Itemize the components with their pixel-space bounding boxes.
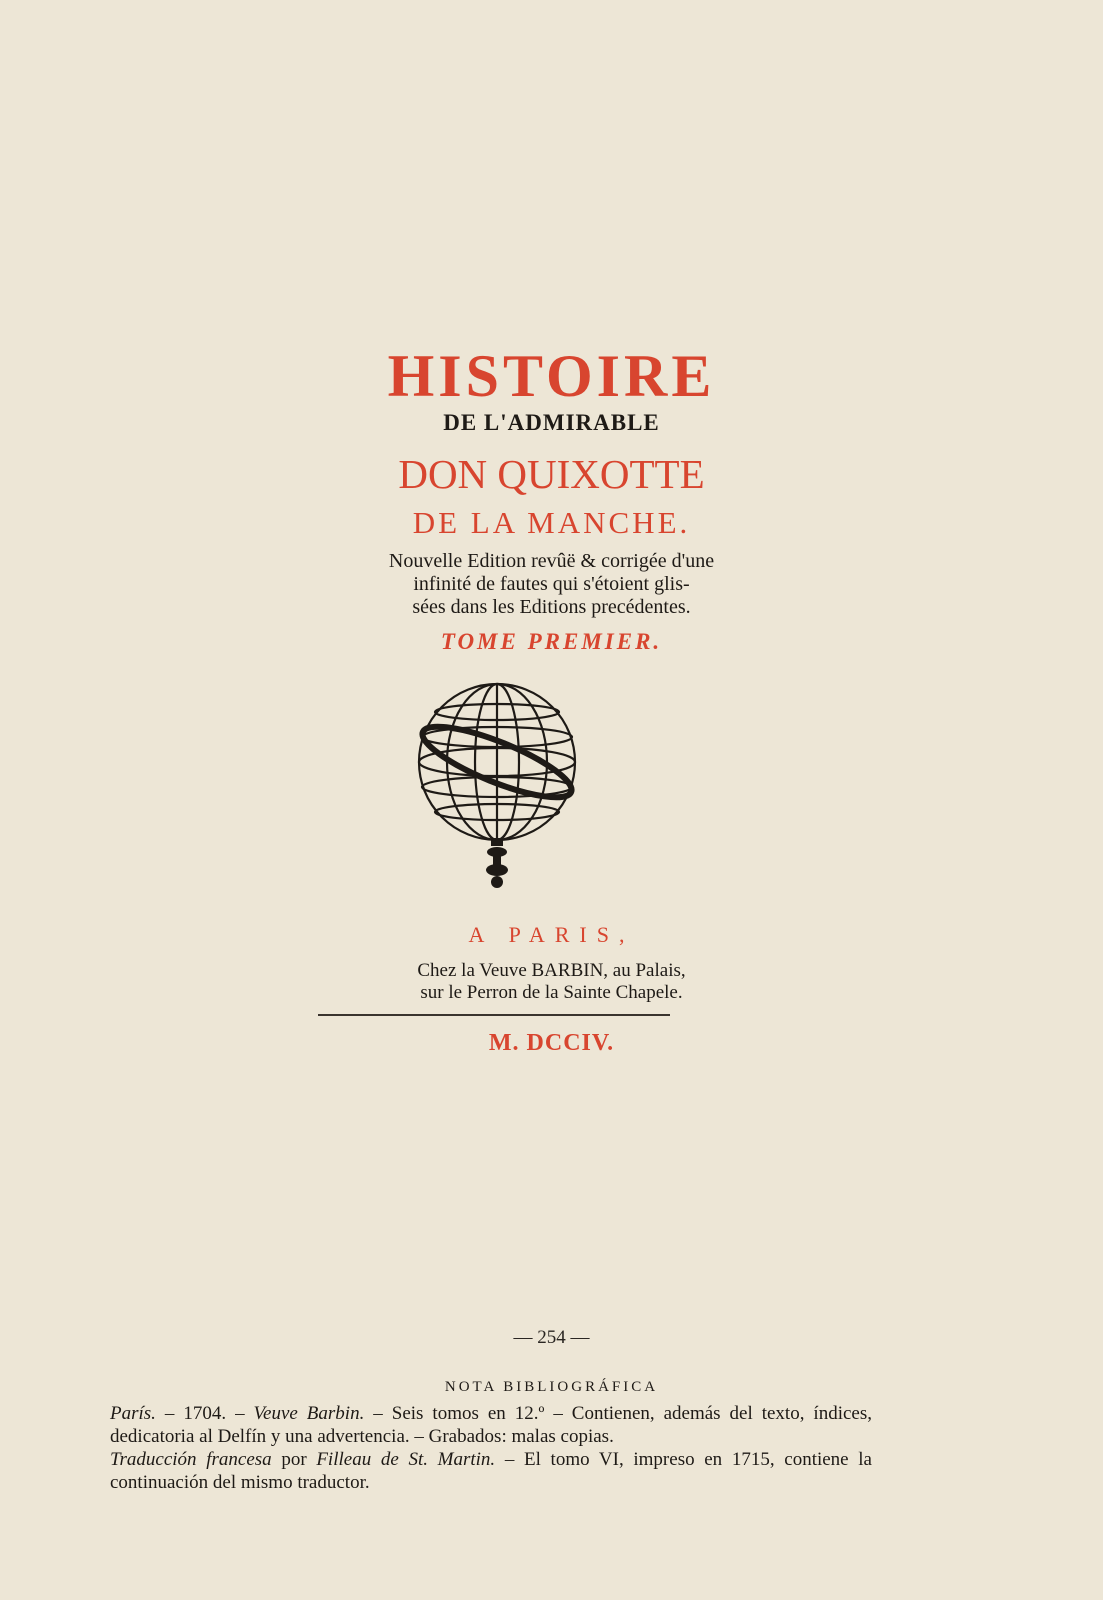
note-text: – Seis tomos en 12.º – Contienen, además del texto, índices, dedicatoria al Delfín y una advertencia. – Grabados: malas copias. [110,1403,872,1447]
note-heading: NOTA BIBLIOGRÁFICA [444,1379,659,1395]
title-histoire: HISTOIRE [387,343,716,409]
note-paragraph [110,1402,872,1448]
imprint-date: M. DCCIV. [488,1030,615,1056]
imprint-place: A PARIS, [468,922,635,947]
note-place: París. [110,1403,156,1424]
edition-note-line: Nouvelle Edition revûë & corrigée d'une [388,550,715,572]
armillary-sphere-icon [407,682,587,892]
title-de-la-manche: DE LA MANCHE. [412,505,691,540]
edition-note [0,550,1103,619]
note-translator: Filleau de St. Martin. [316,1449,496,1470]
title-admirable: DE L'ADMIRABLE [443,410,660,435]
note-publisher: Veuve Barbin. [253,1403,365,1424]
note-text: – El tomo VI, impreso en 1715, contiene la continuación del mismo traductor. [110,1449,872,1493]
bibliographic-note [110,1402,872,1494]
imprint-divider [318,1014,670,1016]
imprint-line: sur le Perron de la Sainte Chapele. [420,982,683,1003]
note-translation: Traducción francesa [110,1449,272,1470]
note-text: por [271,1449,317,1470]
note-text: – 1704. – [155,1403,254,1424]
edition-note-line: infinité de fautes qui s'étoient glis- [413,573,690,595]
title-don-quixotte: DON QUIXOTTE [398,451,705,497]
imprint-publisher [0,960,1103,1004]
page-number: — 254 — [513,1327,590,1348]
edition-note-line: sées dans les Editions precédentes. [412,596,691,618]
imprint-line: Chez la Veuve BARBIN, au Palais, [417,960,686,981]
volume-label: TOME PREMIER. [440,629,663,654]
note-paragraph [110,1448,872,1494]
